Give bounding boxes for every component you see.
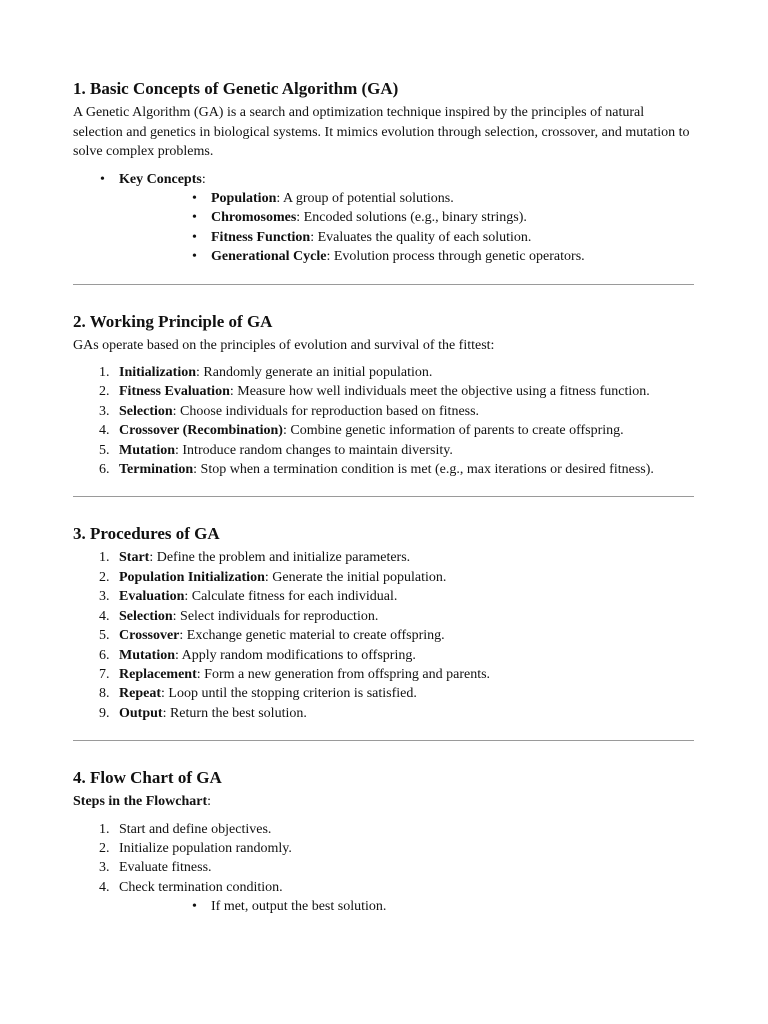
- flowchart-sublist: [119, 897, 694, 916]
- list-item: 2. Fitness Evaluation: Measure how well individuals meet the objective using a fitness function.: [99, 384, 650, 400]
- list-item: 6. Mutation: Apply random modifications to offspring.: [99, 647, 416, 663]
- procedures-list: [73, 548, 694, 723]
- list-item: 1. Start and define objectives.: [99, 821, 272, 837]
- list-item: 1. Initialization: Randomly generate an initial population.: [99, 365, 433, 381]
- list-item: • Chromosomes: Encoded solutions (e.g., binary strings).: [119, 208, 694, 227]
- section-title: 2. Working Principle of GA: [73, 311, 273, 331]
- list-item: 3. Evaluate fitness.: [99, 860, 212, 876]
- steps-label: Steps in the Flowchart:: [73, 794, 212, 810]
- list-item: 5. Mutation: Introduce random changes to maintain diversity.: [99, 442, 453, 458]
- list-item: 4. Selection: Select individuals for reproduction.: [99, 608, 379, 624]
- list-item: 3. Evaluation: Calculate fitness for each individual.: [99, 589, 398, 605]
- list-item: 2. Population Initialization: Generate the initial population.: [99, 569, 447, 585]
- list-item: • Key Concepts: • Population: A group of potential solutions. • Chromosomes: Encoded solutions (e.g., binary strings). • Fitness Function: Evaluates the quality of each solution. • Generational Cycle: Evolution process through genetic operators.: [73, 170, 694, 267]
- list-item: 1. Start: Define the problem and initialize parameters.: [99, 550, 411, 566]
- list-item: • Generational Cycle: Evolution process through genetic operators.: [119, 247, 694, 266]
- list-item: 8. Repeat: Loop until the stopping criterion is satisfied.: [99, 686, 417, 702]
- key-concepts-label: Key Concepts: [119, 171, 202, 187]
- list-item: 2. Initialize population randomly.: [99, 841, 292, 857]
- section-title: 3. Procedures of GA: [73, 524, 220, 544]
- section-procedures: [73, 524, 694, 723]
- section-working-principle: [73, 312, 694, 480]
- section-flow-chart: [73, 768, 694, 917]
- list-item: 4. Crossover (Recombination): Combine genetic information of parents to create offspring.: [99, 423, 624, 439]
- list-item: • If met, output the best solution.: [119, 897, 694, 916]
- section-intro: GAs operate based on the principles of evolution and survival of the fittest:: [73, 337, 495, 353]
- list-item: 5. Crossover: Exchange genetic material to create offspring.: [99, 628, 445, 644]
- list-item: • Population: A group of potential solutions.: [119, 189, 694, 208]
- key-concepts-list: [73, 170, 694, 267]
- section-intro: A Genetic Algorithm (GA) is a search and optimization technique inspired by the principles of natural selection and genetics in biological systems. It mimics evolution through selection, crossover, and mutation to solve complex problems.: [73, 105, 690, 159]
- list-item: • Fitness Function: Evaluates the quality of each solution.: [119, 228, 694, 247]
- flowchart-steps-list: [73, 820, 694, 917]
- list-item: 9. Output: Return the best solution.: [99, 705, 307, 721]
- working-principle-list: [73, 363, 694, 479]
- list-item: 3. Selection: Choose individuals for reproduction based on fitness.: [99, 403, 480, 419]
- section-basic-concepts: [73, 79, 694, 267]
- list-item: 4. Check termination condition. • If met, output the best solution.: [73, 878, 694, 917]
- concepts-sublist: [119, 189, 694, 267]
- list-item: 7. Replacement: Form a new generation from offspring and parents.: [99, 666, 491, 682]
- section-title: 4. Flow Chart of GA: [73, 768, 222, 788]
- list-item: 6. Termination: Stop when a termination condition is met (e.g., max iterations or desired fitness).: [99, 462, 654, 478]
- section-title: 1. Basic Concepts of Genetic Algorithm (GA): [73, 79, 399, 98]
